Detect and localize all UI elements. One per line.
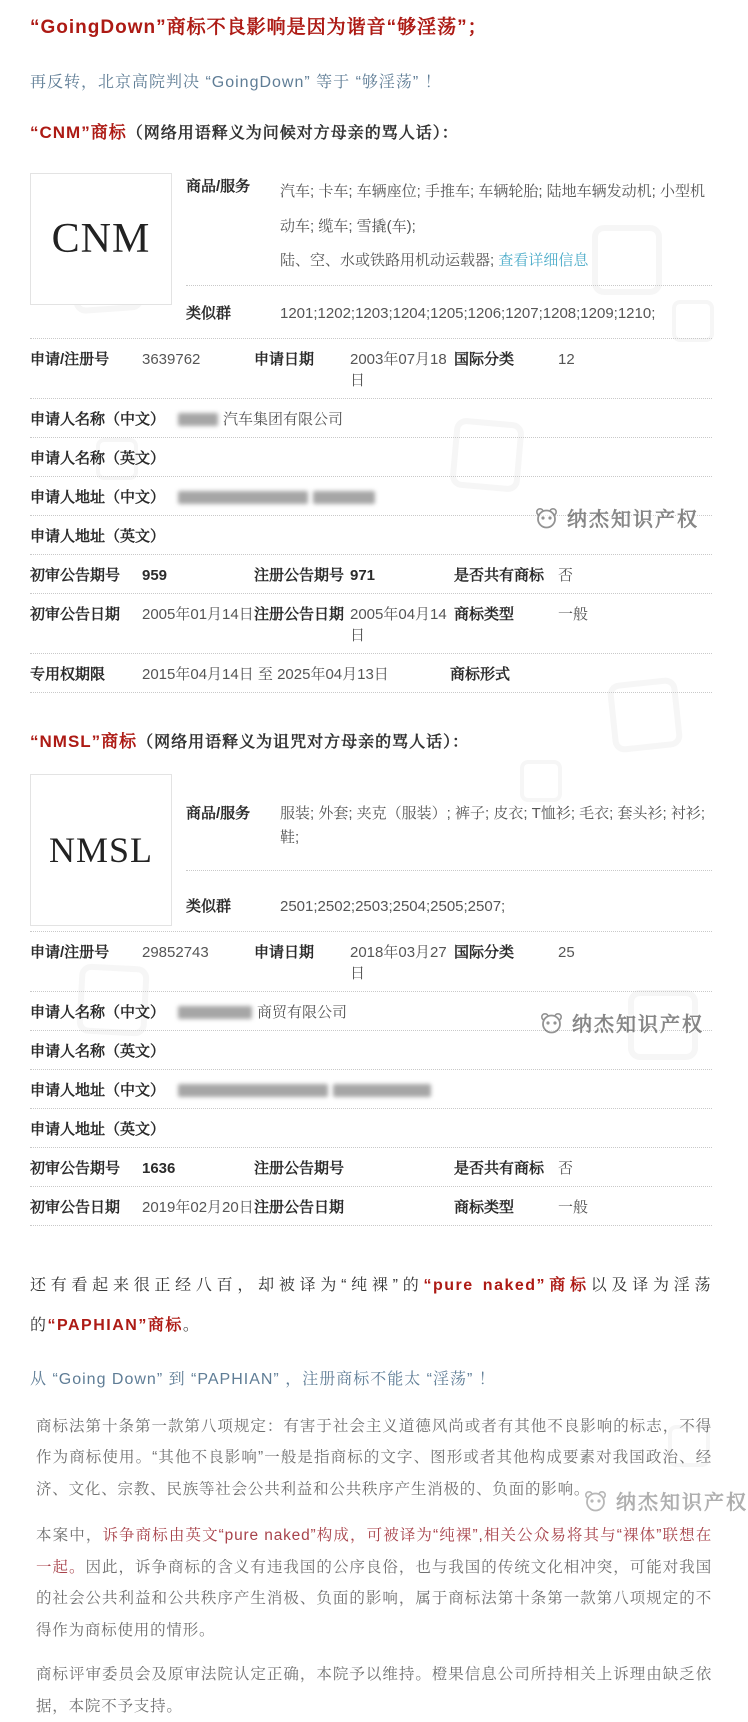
cnm-goods-area [186, 173, 712, 336]
cnm-trademark-image: CNM [30, 173, 172, 305]
paphian-mark: “PAPHIAN”商标 [47, 1316, 183, 1334]
nmsl-card-top [30, 774, 712, 929]
applicant-name: 商贸有限公司 [257, 1003, 348, 1021]
panda-logo-icon [582, 1489, 610, 1513]
row-value [178, 408, 712, 429]
redacted-text [333, 1084, 431, 1097]
row-value: 25 [558, 943, 575, 961]
row-value: 2005年01月14日 [142, 605, 254, 623]
row-label: 专用权期限 [30, 665, 106, 683]
nmsl-goods-label: 商品/服务 [186, 804, 251, 822]
row-label: 初审公告日期 [30, 605, 121, 623]
cnm-goods-line2: 陆、空、水或铁路用机动运载器; [280, 252, 499, 269]
row-label: 商标形式 [450, 665, 511, 683]
row-label: 初审公告期号 [30, 566, 121, 584]
row-value: 2019年02月20日 [142, 1198, 254, 1216]
najie-watermark [538, 1008, 704, 1037]
watermark-text: 纳杰知识产权 [572, 1014, 704, 1036]
nmsl-trademark-image: NMSL [30, 774, 172, 926]
nmsl-similar-label: 类似群 [186, 897, 232, 915]
table-row [30, 593, 712, 653]
ruling-quote-block: 商标评审委员会及原审法院认定正确，本院予以维持。橙果信息公司所持相关上诉理由缺乏依据，本院不予支持。 [36, 1665, 712, 1715]
nmsl-heading-red: “NMSL”商标 [30, 731, 138, 751]
row-value [178, 1082, 712, 1099]
nmsl-goods-row [186, 774, 712, 870]
table-row [30, 554, 712, 593]
nmsl-section-heading [30, 727, 712, 752]
row-value: 2018年03月27日 [350, 943, 447, 982]
nmsl-goods-value: 服装; 外套; 夹克（服装）; 裤子; 皮衣; T恤衫; 毛衣; 套头衫; 衬衫; 鞋; [280, 804, 706, 846]
redacted-text [178, 1084, 328, 1097]
row-label: 是否共有商标 [454, 1159, 545, 1177]
closing-sentence: 从 “Going Down” 到 “PAPHIAN” ，注册商标不能太 “淫荡” ！ [30, 1370, 496, 1388]
row-value: 3639762 [142, 350, 201, 368]
row-value: 12 [558, 350, 575, 368]
row-label: 初审公告期号 [30, 1159, 121, 1177]
cnm-card-top [30, 173, 712, 336]
watermark-text: 纳杰知识产权 [616, 1492, 748, 1514]
nmsl-similar-value: 2501;2502;2503;2504;2505;2507; [280, 897, 506, 915]
row-value: 2015年04月14日 至 2025年04月13日 [142, 665, 389, 683]
row-label: 商标类型 [454, 605, 515, 623]
lead-sentence: 再反转，北京高院判决 “GoingDown” 等于 “够淫荡” ！ [30, 74, 442, 91]
table-row [30, 437, 712, 476]
cnm-goods-label: 商品/服务 [186, 178, 251, 195]
cnm-goods-value [280, 175, 712, 279]
row-label: 申请/注册号 [30, 350, 110, 368]
law-quote-block: 商标法第十条第一款第八项规定：有害于社会主义道德风尚或者有其他不良影响的标志，不得作为商标使用。“其他不良影响”一般是指商标的文字、图形或者其他构成要素对我国政治、经济、文化、宗教、民族等社会公共利益和公共秩序产生消极的、负面的影响。 [36, 1417, 712, 1499]
row-label: 商标类型 [454, 1198, 515, 1216]
redacted-text [178, 413, 218, 426]
row-label: 申请人名称（英文） [30, 1042, 166, 1060]
table-row [30, 398, 712, 437]
row-label: 申请人地址（中文） [30, 488, 166, 506]
redacted-text [178, 1006, 252, 1019]
nmsl-detail-rows [30, 931, 712, 1226]
row-value: 否 [558, 1159, 574, 1177]
table-row [30, 653, 712, 693]
row-label: 注册公告日期 [254, 605, 345, 623]
panda-logo-icon [533, 506, 561, 530]
row-value: 29852743 [142, 943, 209, 961]
row-value: 一般 [558, 1198, 589, 1216]
nmsl-trademark-card [30, 774, 712, 1226]
paragraph-text: 还有看起来很正经八百，却被译为“纯裸”的 [30, 1276, 424, 1294]
cnm-similar-row [186, 286, 712, 336]
row-label: 申请人名称（中文） [30, 410, 166, 428]
article-title: “GoingDown”商标不良影响是因为谐音“够淫荡”； [30, 17, 488, 38]
cnm-heading-rest: （网络用语释义为问候对方母亲的骂人话）： [126, 125, 459, 142]
table-row [30, 931, 712, 991]
cnm-similar-value: 1201;1202;1203;1204;1205;1206;1207;1208;1209;1210; [280, 304, 656, 322]
body-paragraph [30, 1266, 712, 1346]
najie-watermark [582, 1486, 748, 1515]
table-row [30, 1069, 712, 1108]
quote-red-text: 诉争商标由英文“pure naked”构成，可被译为“纯裸”,相关公众易将其与“裸体”联想在一起。 [36, 1526, 713, 1576]
row-label: 申请人地址（英文） [30, 527, 166, 545]
redacted-text [178, 491, 308, 504]
nmsl-heading-rest: （网络用语释义为诅咒对方母亲的骂人话）： [137, 733, 470, 751]
nmsl-goods-area [186, 774, 712, 929]
row-label: 国际分类 [454, 943, 515, 961]
quote-text: 因此，诉争商标的含义有违我国的公序良俗，也与我国的传统文化相冲突，可能对我国的社会公共利益和公共秩序产生消极、负面的影响，属于商标法第十条第一款第八项规定的不得作为商标使用的情形。 [36, 1558, 712, 1640]
row-label: 申请人名称（英文） [30, 449, 166, 467]
panda-logo-icon [538, 1011, 566, 1035]
table-row [30, 1108, 712, 1147]
row-label: 国际分类 [454, 350, 515, 368]
row-label: 申请日期 [254, 943, 315, 961]
row-value: 1636 [142, 1159, 176, 1177]
nmsl-similar-row [186, 871, 712, 929]
pure-naked-mark: “pure naked”商标 [423, 1276, 591, 1294]
applicant-name: 汽车集团有限公司 [223, 410, 344, 428]
row-label: 是否共有商标 [454, 566, 545, 584]
row-value: 2003年07月18日 [350, 350, 447, 389]
table-row [30, 1186, 712, 1226]
paragraph-text: 以及译为淫荡的 [30, 1276, 712, 1334]
row-label: 申请人名称（中文） [30, 1003, 166, 1021]
row-value: 959 [142, 566, 168, 584]
cnm-similar-label: 类似群 [186, 304, 232, 322]
row-label: 申请人地址（英文） [30, 1120, 166, 1138]
quote-text: 本案中， [36, 1526, 103, 1544]
cnm-section-heading [30, 118, 712, 143]
cnm-goods-line1: 汽车; 卡车; 车辆座位; 手推车; 车辆轮胎; 陆地车辆发动机; 小型机动车; 缆车; 雪撬(车); [280, 183, 706, 235]
row-value: 否 [558, 566, 574, 584]
table-row [30, 338, 712, 398]
row-label: 注册公告日期 [254, 1198, 345, 1216]
paragraph-text: 。 [182, 1316, 201, 1334]
row-value: 971 [350, 566, 376, 584]
cnm-heading-red: “CNM”商标 [30, 123, 127, 142]
row-label: 申请人地址（中文） [30, 1081, 166, 1099]
najie-watermark [533, 503, 699, 532]
row-label: 申请/注册号 [30, 943, 110, 961]
row-label: 注册公告期号 [254, 1159, 345, 1177]
row-label: 申请日期 [254, 350, 315, 368]
redacted-text [313, 491, 375, 504]
cnm-goods-row [186, 173, 712, 285]
row-label: 注册公告期号 [254, 566, 345, 584]
row-value: 2005年04月14日 [350, 605, 447, 644]
watermark-text: 纳杰知识产权 [567, 509, 699, 531]
table-row [30, 1147, 712, 1186]
row-label: 初审公告日期 [30, 1198, 121, 1216]
row-value: 一般 [558, 605, 589, 623]
court-quote-block [36, 1520, 712, 1647]
cnm-trademark-card [30, 173, 712, 693]
detail-link[interactable]: 查看详细信息 [498, 252, 589, 269]
